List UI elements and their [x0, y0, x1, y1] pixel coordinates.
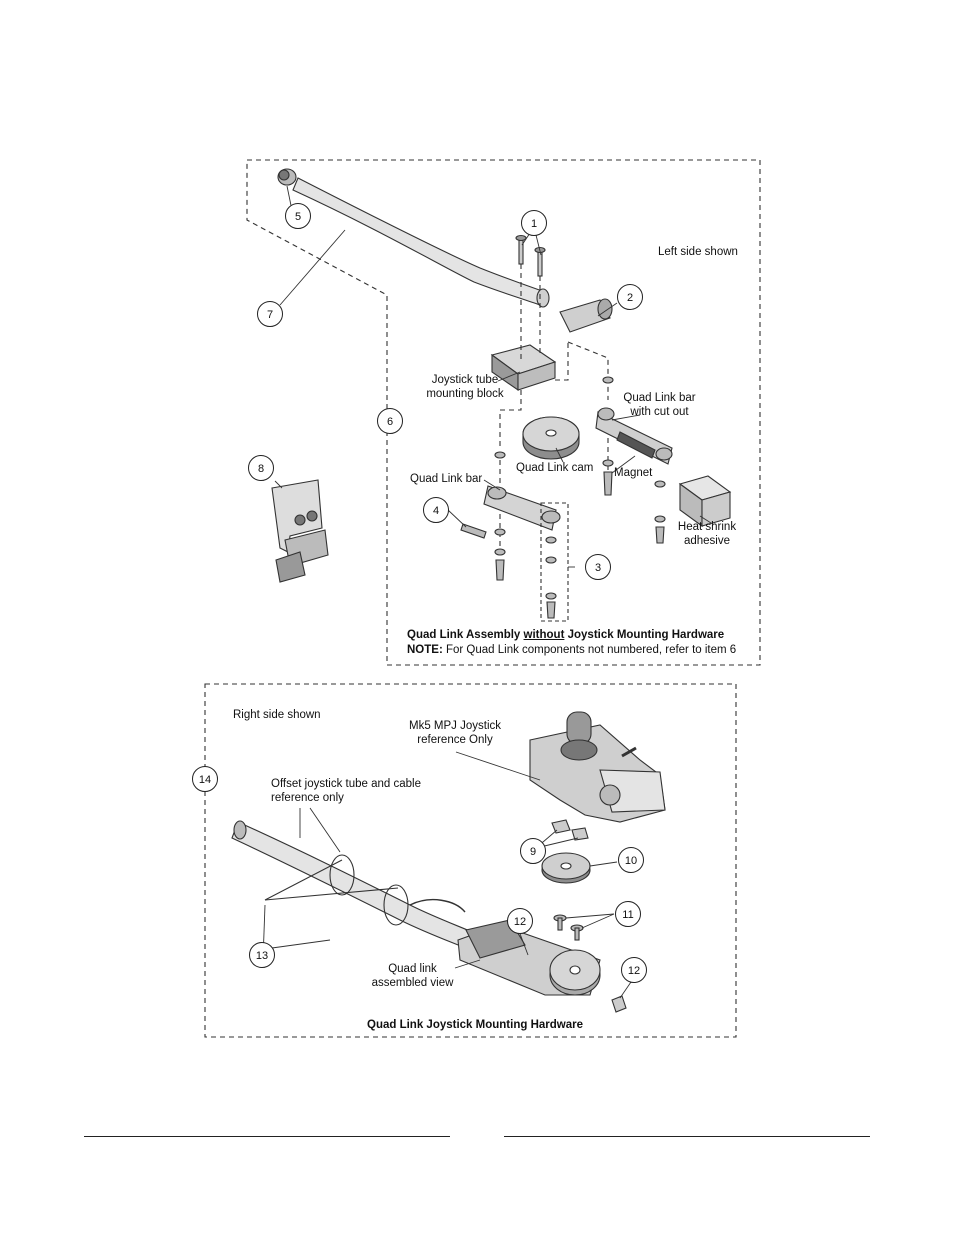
callout-9: 9 — [520, 838, 546, 864]
callout-8: 8 — [248, 455, 274, 481]
label-joystick-tube-block: Joystick tube mounting block — [426, 374, 504, 400]
callout-2: 2 — [617, 284, 643, 310]
bracket-assembly-part — [272, 480, 328, 582]
caption-suffix: Joystick Mounting Hardware — [564, 629, 725, 641]
callout-7: 7 — [257, 301, 283, 327]
offset-tube-part — [232, 822, 490, 955]
callout-3: 3 — [585, 554, 611, 580]
cable-ties-part — [265, 855, 408, 925]
footer-rule-right — [504, 1136, 870, 1137]
callout-11: 11 — [615, 901, 641, 927]
nuts-part — [552, 820, 588, 840]
callout-4: 4 — [423, 497, 449, 523]
screws-part — [554, 915, 583, 940]
label-offset-tube: Offset joystick tube and cable reference only — [271, 778, 422, 804]
callout-13: 13 — [249, 942, 275, 968]
callout-5: 5 — [285, 203, 311, 229]
label-quad-link-bar: Quad Link bar — [410, 473, 483, 485]
right-side-note: Right side shown — [233, 709, 321, 721]
callout-1: 1 — [521, 210, 547, 236]
callout-12a: 12 — [507, 908, 533, 934]
label-quad-link-cam: Quad Link cam — [516, 462, 594, 474]
joystick-reference-part — [530, 712, 665, 822]
screw-pair-part — [516, 236, 545, 277]
label-heat-shrink: Heat shrink adhesive — [677, 521, 737, 547]
caption-emphasis: without — [523, 629, 565, 641]
note-text: For Quad Link components not numbered, refer to item 6 — [442, 644, 737, 656]
callout-10: 10 — [618, 847, 644, 873]
top-panel-note — [407, 643, 736, 657]
label-assembled-view: Quad link assembled view — [371, 963, 454, 989]
callout-12b: 12 — [621, 957, 647, 983]
footer-rule-left — [84, 1136, 450, 1137]
label-quad-link-bar-cutout: Quad Link bar with cut out — [623, 392, 696, 418]
left-side-note: Left side shown — [658, 246, 738, 258]
joystick-tube-part — [293, 178, 545, 305]
plug-small-part — [612, 996, 626, 1012]
callout-14: 14 — [192, 766, 218, 792]
label-joystick-ref: Mk5 MPJ Joystick reference Only — [408, 720, 501, 746]
cam-part — [542, 853, 590, 883]
quad-link-cam-part — [523, 417, 579, 459]
top-panel-caption — [407, 628, 724, 642]
callout-6: 6 — [377, 408, 403, 434]
caption-prefix: Quad Link Assembly — [407, 629, 524, 641]
note-label: NOTE: — [407, 644, 443, 656]
bottom-panel-caption: Quad Link Joystick Mounting Hardware — [367, 1019, 583, 1031]
end-cap-part — [278, 169, 296, 185]
label-magnet: Magnet — [614, 467, 653, 479]
